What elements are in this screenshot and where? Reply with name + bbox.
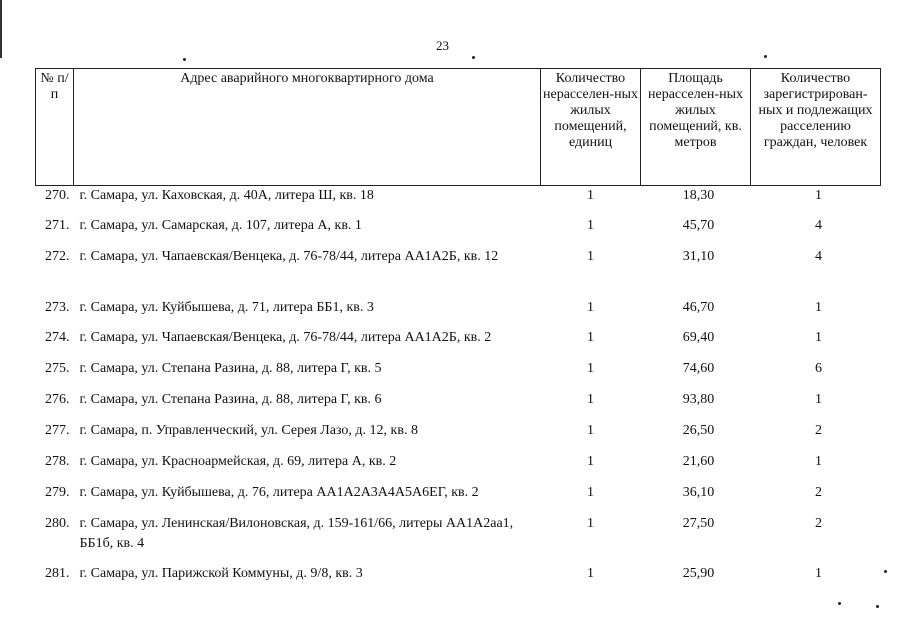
row-residents: 1 (815, 565, 822, 581)
row-unit-count: 1 (587, 515, 594, 531)
row-address: г. Самара, ул. Парижской Коммуны, д. 9/8, кв. 3 (79, 565, 363, 581)
row-address: г. Самара, ул. Куйбышева, д. 76, литера АА1А2А3А4А5А6ЕГ, кв. 2 (79, 484, 479, 500)
row-number: 273. (45, 299, 70, 315)
table-header (36, 69, 881, 186)
row-unit-count: 1 (587, 565, 594, 581)
row-unit-count: 1 (587, 299, 594, 315)
scan-speck (472, 56, 475, 59)
header-residents: Количество зарегистрирован-ных и подлежащих расселению граждан, человек (751, 69, 881, 186)
header-address: Адрес аварийного многоквартирного дома (74, 69, 541, 186)
table-body (36, 186, 881, 594)
row-number: 275. (45, 360, 70, 376)
table-row (36, 328, 881, 359)
row-address: г. Самара, ул. Ленинская/Вилоновская, д. 159-161/66, литеры АА1А2аа1, ББ1б, кв. 4 (79, 515, 514, 551)
row-residents: 2 (815, 484, 822, 500)
row-area: 21,60 (682, 453, 715, 469)
row-unit-count: 1 (587, 188, 594, 203)
row-residents: 1 (815, 299, 822, 315)
table-row (36, 186, 881, 216)
header-num: № п/п (36, 69, 74, 186)
page-number: 23 (436, 38, 449, 53)
row-number: 279. (45, 484, 70, 500)
row-number: 270. (45, 188, 70, 203)
row-residents: 1 (815, 391, 822, 407)
row-unit-count: 1 (587, 248, 594, 264)
row-residents: 6 (815, 360, 822, 376)
table-row (36, 298, 881, 328)
row-residents: 4 (815, 248, 822, 264)
row-address: г. Самара, ул. Степана Разина, д. 88, литера Г, кв. 5 (79, 360, 382, 376)
row-number: 281. (45, 565, 70, 581)
row-number: 276. (45, 391, 70, 407)
row-area: 31,10 (682, 248, 715, 264)
row-unit-count: 1 (587, 422, 594, 438)
table-row (36, 514, 881, 564)
row-address: г. Самара, ул. Красноармейская, д. 69, литера А, кв. 2 (79, 453, 397, 469)
table-row (36, 390, 881, 421)
row-area: 27,50 (682, 515, 715, 531)
row-address: г. Самара, ул. Куйбышева, д. 71, литера ББ1, кв. 3 (79, 299, 374, 315)
row-number: 278. (45, 453, 70, 469)
row-residents: 4 (815, 217, 822, 233)
row-number: 272. (45, 248, 70, 264)
scan-speck (876, 605, 879, 608)
scan-speck (884, 570, 887, 573)
table-row (36, 247, 881, 298)
row-unit-count: 1 (587, 360, 594, 376)
header-row (36, 69, 881, 186)
row-unit-count: 1 (587, 453, 594, 469)
row-number: 271. (45, 217, 70, 233)
table-row (36, 452, 881, 483)
row-unit-count: 1 (587, 217, 594, 233)
row-residents: 1 (815, 329, 822, 345)
table-row (36, 483, 881, 514)
row-residents: 1 (815, 188, 822, 203)
row-address: г. Самара, ул. Степана Разина, д. 88, литера Г, кв. 6 (79, 391, 382, 407)
row-area: 74,60 (682, 360, 715, 376)
row-residents: 2 (815, 422, 822, 438)
row-area: 69,40 (682, 329, 715, 345)
emergency-housing-table (35, 68, 881, 594)
row-area: 26,50 (682, 422, 715, 438)
row-number: 274. (45, 329, 70, 345)
row-area: 36,10 (682, 484, 715, 500)
row-number: 280. (45, 515, 70, 531)
row-area: 46,70 (682, 299, 715, 315)
scan-speck (764, 55, 767, 58)
row-area: 45,70 (682, 217, 715, 233)
table-row (36, 421, 881, 452)
row-unit-count: 1 (587, 329, 594, 345)
scan-speck (183, 58, 186, 61)
row-unit-count: 1 (587, 391, 594, 407)
row-address: г. Самара, ул. Чапаевская/Венцека, д. 76-78/44, литера АА1А2Б, кв. 12 (79, 248, 499, 264)
scan-speck (838, 602, 841, 605)
row-number: 277. (45, 422, 70, 438)
row-unit-count: 1 (587, 484, 594, 500)
row-address: г. Самара, ул. Самарская, д. 107, литера А, кв. 1 (79, 217, 362, 233)
table-row (36, 359, 881, 390)
row-address: г. Самара, п. Управленческий, ул. Серея Лазо, д. 12, кв. 8 (79, 422, 418, 438)
row-area: 25,90 (682, 565, 715, 581)
row-address: г. Самара, ул. Каховская, д. 40А, литера Ш, кв. 18 (79, 188, 374, 203)
header-area: Площадь нерасселен-ных жилых помещений, кв. метров (641, 69, 751, 186)
header-unit-count: Количество нерасселен-ных жилых помещений, единиц (541, 69, 641, 186)
row-residents: 1 (815, 453, 822, 469)
row-residents: 2 (815, 515, 822, 531)
table-row (36, 216, 881, 247)
row-area: 18,30 (682, 188, 715, 203)
table-row (36, 564, 881, 594)
row-area: 93,80 (682, 391, 715, 407)
row-address: г. Самара, ул. Чапаевская/Венцека, д. 76-78/44, литера АА1А2Б, кв. 2 (79, 329, 492, 345)
